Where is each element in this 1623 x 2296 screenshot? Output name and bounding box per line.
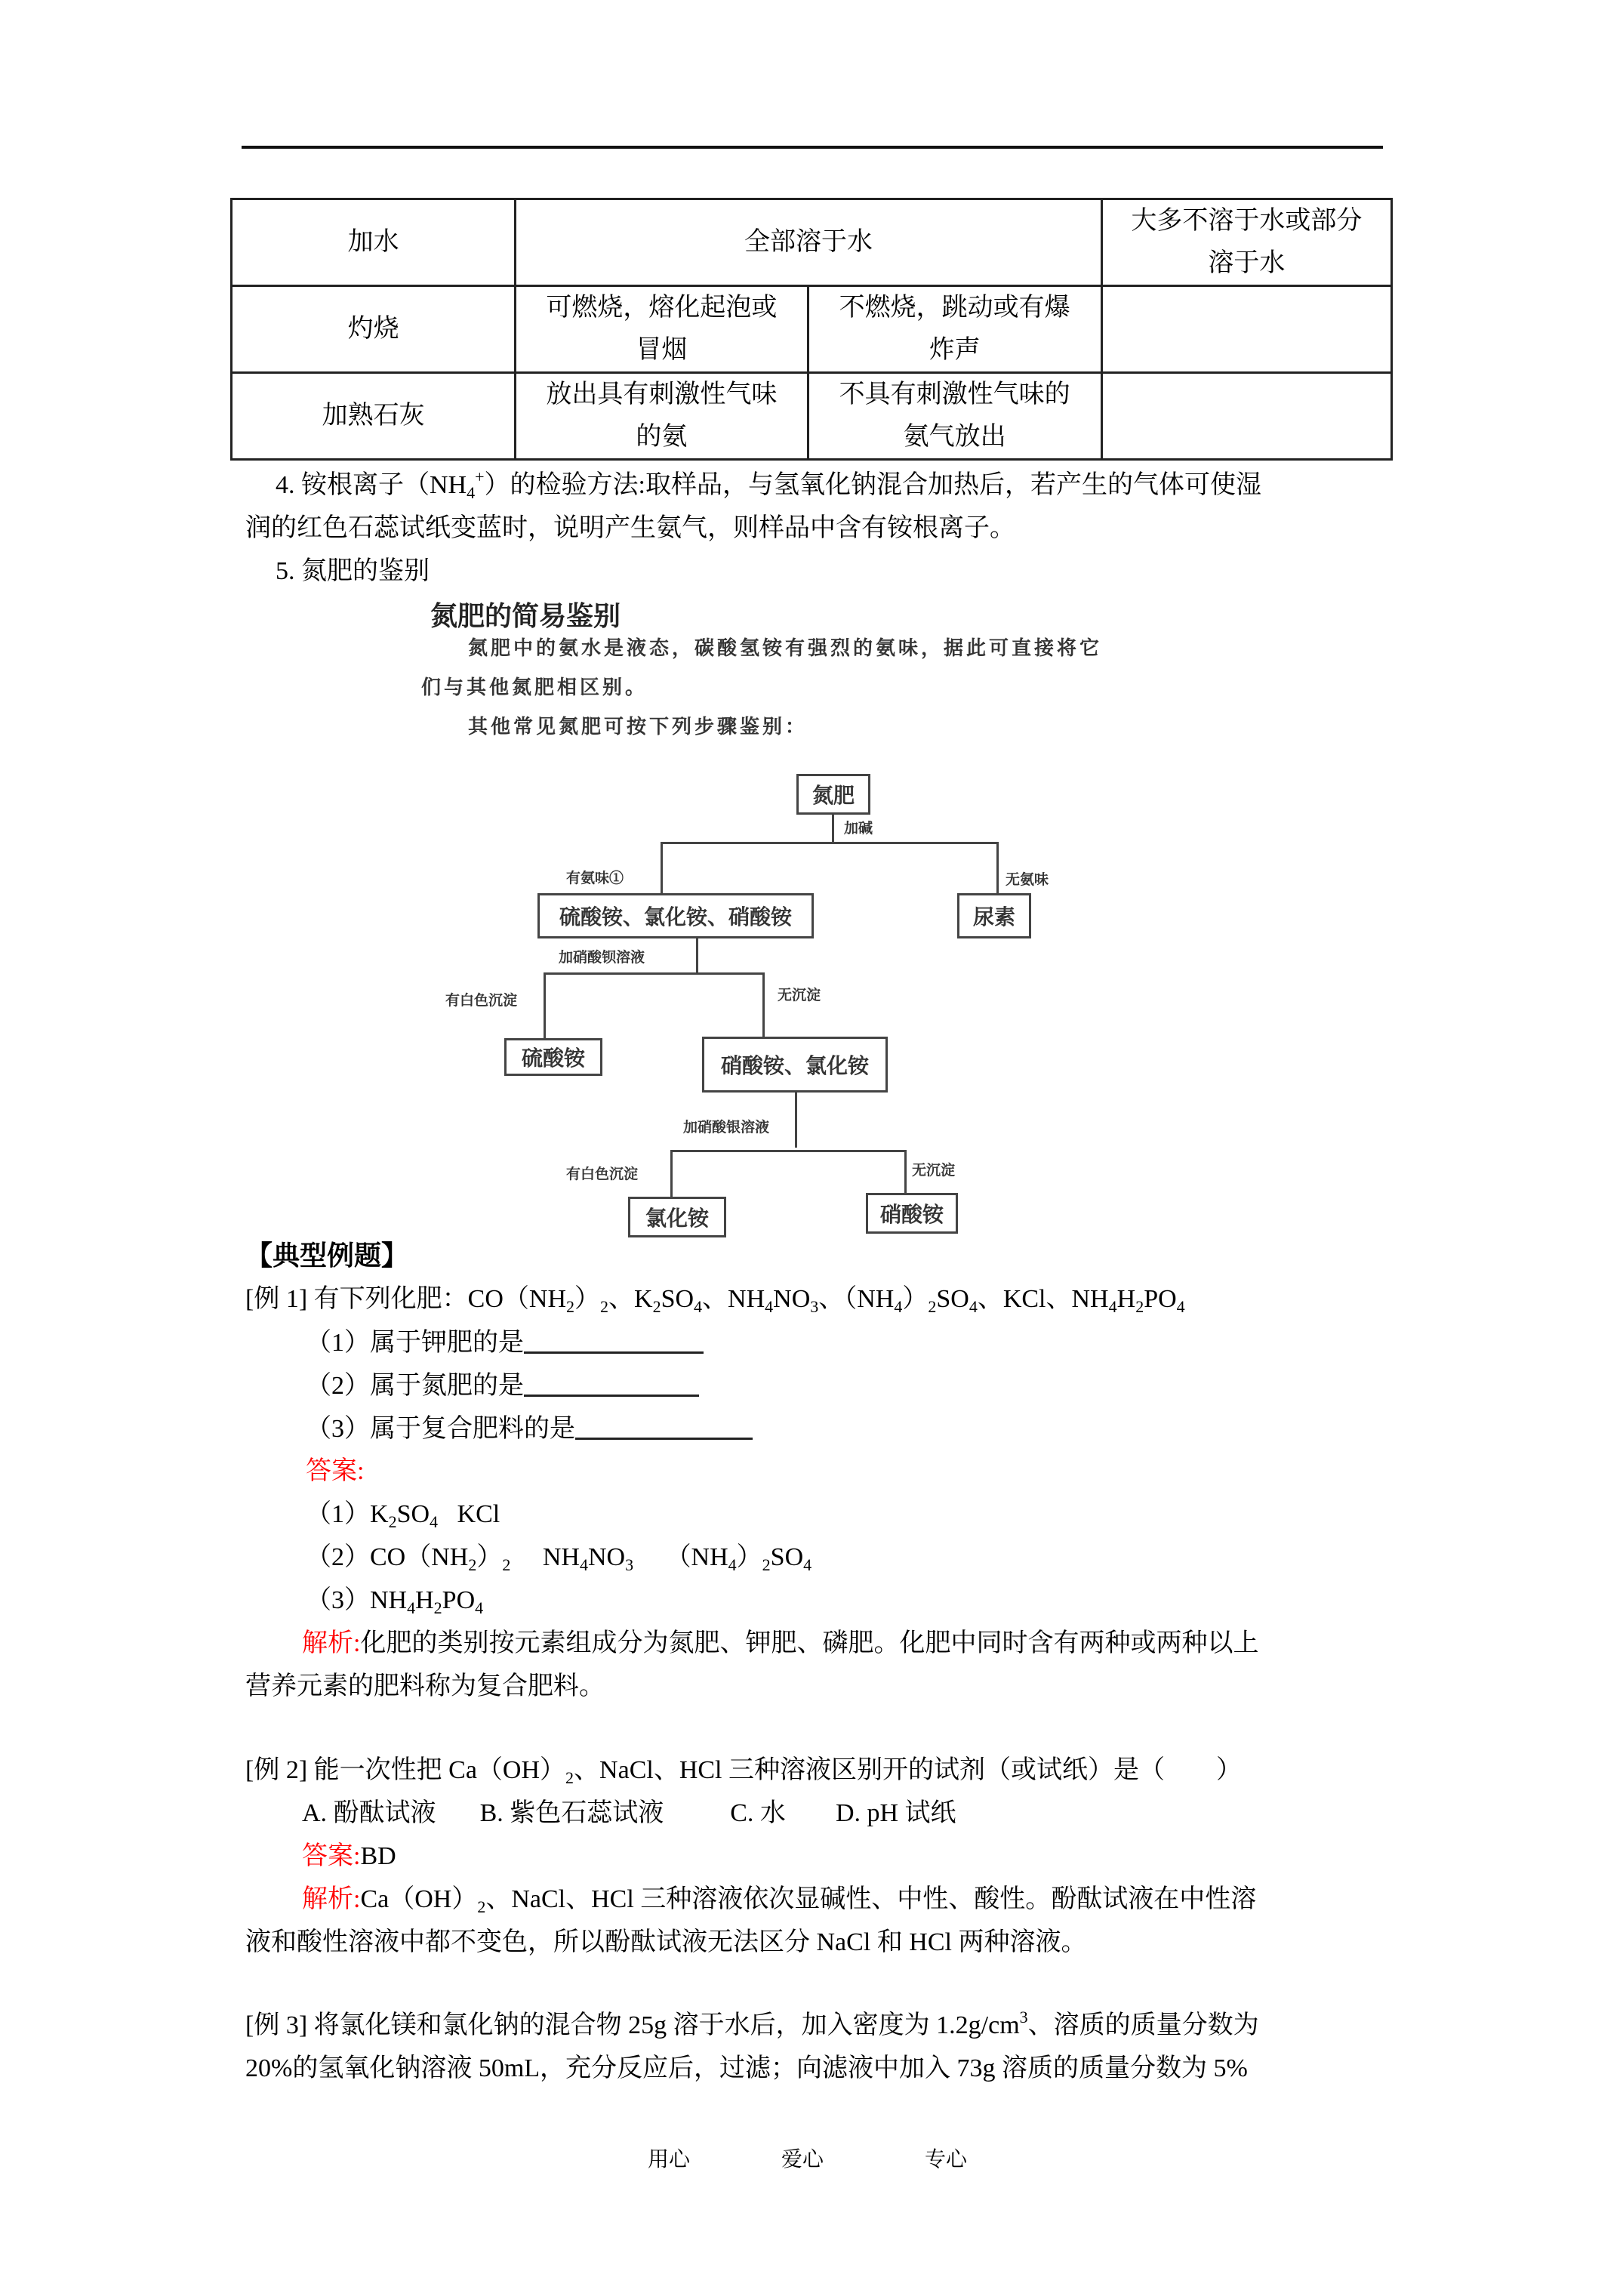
example1-sub2: （2）属于氮肥的是 [306, 1364, 699, 1407]
flow-connector [661, 842, 663, 895]
figure-paragraph: 氮肥中的氨水是液态，碳酸氢铵有强烈的氨味，据此可直接将它 [468, 637, 1103, 660]
flow-label-add-silver-nitrate: 加硝酸银溶液 [683, 1119, 770, 1136]
flow-box-nitrogen-fertilizer: 氮肥 [796, 774, 870, 815]
table-cell: 放出具有刺激性气味 的氨 [516, 373, 808, 460]
example1-answer1: $(1)K_2SO_4$ KCl [306, 1500, 500, 1531]
fertilizer-properties-table [230, 198, 1393, 461]
flow-connector [544, 972, 546, 1040]
table-cell: 不燃烧，跳动或有爆 炸声 [808, 286, 1101, 373]
table-cell [1101, 373, 1391, 460]
option-c: C. 水 [730, 1799, 786, 1827]
table-cell: 大多不溶于水或部分 溶于水 [1101, 199, 1391, 286]
example1-sub1: （1）属于钾肥的是 [306, 1321, 704, 1364]
answer-blank [524, 1321, 704, 1354]
table-cell: 可燃烧，熔化起泡或 冒烟 [516, 286, 808, 373]
flow-connector [904, 1150, 907, 1195]
example2-question: [例 2] 能一次性把 $Ca(OH)_2$、NaCl、HCl 三种溶液区别开的试剂（或试纸）是（ ） [245, 1756, 1242, 1787]
flow-connector [661, 842, 998, 844]
row-label: 加熟石灰 [232, 373, 516, 460]
example2-analysis-line1: 解析$:Ca(OH)_2$、NaCl、HCl 三种溶液依次显碱性、中性、酸性。酚酞试液在中性溶 [302, 1885, 1257, 1916]
table-row [232, 199, 1392, 286]
item4-line2: 润的红色石蕊试纸变蓝时，说明产生氨气，则样品中含有铵根离子。 [245, 514, 1015, 542]
example2-answer: 答案:BD [302, 1842, 396, 1870]
example1-answer3: $(3)NH_4H_2PO_4$ [306, 1586, 484, 1617]
item5-heading: 5. 氮肥的鉴别 [276, 557, 430, 585]
item4-line1: 4. 铵根离子$(NH_4^+)$的检验方法:取样品，与氢氧化钠混合加热后，若产生的气体可使湿 [276, 467, 1261, 502]
figure-title: 氮肥的简易鉴别 [430, 601, 621, 632]
flow-label-white-precipitate: 有白色沉淀 [566, 1166, 639, 1182]
footer-text: 用心 [648, 2147, 691, 2171]
flow-box-ammonium-sulfate: 硫酸铵 [504, 1038, 602, 1076]
table-cell [1101, 286, 1391, 373]
flow-connector [996, 842, 999, 895]
option-a: A. 酚酞试液 [302, 1799, 436, 1827]
option-d: D. pH 试纸 [835, 1799, 956, 1827]
flow-label-add-barium-nitrate: 加硝酸钡溶液 [559, 949, 645, 966]
example1-question: [例 1] 有下列化肥：$CO(NH_2)_2$、$K_2SO_4$、$NH_4NO_3$、$(NH_4)_2SO_4$、KCl、$NH_4H_2PO_4$ [245, 1285, 1185, 1316]
row-label: 加水 [232, 199, 516, 286]
flow-connector [696, 936, 698, 974]
flow-connector [762, 972, 765, 1037]
flow-connector [670, 1150, 906, 1152]
example2-analysis-line2: 液和酸性溶液中都不变色，所以酚酞试液无法区分 NaCl 和 HCl 两种溶液。 [245, 1928, 1087, 1956]
table-row [232, 286, 1392, 373]
flow-connector [670, 1150, 673, 1199]
example2-options [302, 1792, 956, 1835]
option-b: B. 紫色石蕊试液 [479, 1799, 664, 1827]
row-label: 灼烧 [232, 286, 516, 373]
footer-text: 专心 [925, 2147, 968, 2171]
flow-label-no-precipitate: 无沉淀 [912, 1162, 956, 1179]
answer-blank [575, 1407, 753, 1440]
nitrogen-fertilizer-identification-figure [408, 581, 1223, 1231]
flow-box-nitrate-chloride: 硝酸铵、氯化铵 [702, 1037, 888, 1093]
flow-connector [795, 1091, 797, 1148]
flow-box-ammonium-nitrate: 硝酸铵 [866, 1193, 958, 1234]
table-row [232, 373, 1392, 460]
example3-line1: [例 3] 将氯化镁和氯化钠的混合物 25g 溶于水后，加入密度为 $1.2g/cm^3$、溶质的质量分数为 [245, 2008, 1259, 2039]
table-cell: 全部溶于水 [516, 199, 1102, 286]
flow-box-urea: 尿素 [957, 893, 1031, 938]
figure-paragraph: 其他常见氮肥可按下列步骤鉴别： [468, 716, 808, 738]
flow-label-add-base: 加碱 [844, 820, 873, 837]
flow-label-ammonia-smell: 有氨味① [566, 870, 624, 886]
section-heading-typical-examples: 【典型例题】 [245, 1240, 409, 1271]
flow-label-white-precipitate: 有白色沉淀 [445, 992, 518, 1009]
header-rule [242, 146, 1383, 149]
flow-connector [832, 812, 834, 843]
answer-blank [524, 1364, 699, 1397]
flow-label-no-precipitate: 无沉淀 [778, 987, 821, 1003]
example1-analysis-line2: 营养元素的肥料称为复合肥料。 [245, 1672, 605, 1700]
footer-text: 爱心 [781, 2147, 824, 2171]
example3-line2: 20%的氢氧化钠溶液 50mL，充分反应后，过滤；向滤液中加入 73g 溶质的质量分数为 5% [245, 2054, 1248, 2082]
example1-analysis-line1: 解析:化肥的类别按元素组成分为氮肥、钾肥、磷肥。化肥中同时含有两种或两种以上 [302, 1629, 1259, 1657]
flow-connector [544, 972, 764, 975]
example1-answer-label: 答案: [306, 1457, 365, 1485]
table-cell: 不具有刺激性气味的 氨气放出 [808, 373, 1101, 460]
example1-sub3: （3）属于复合肥料的是 [306, 1407, 753, 1450]
flow-box-ammonium-chloride: 氯化铵 [628, 1197, 726, 1237]
example1-answer2: $(2)CO(NH_2)_2$ $NH_4NO_3$ $(NH_4)_2SO_4$ [306, 1543, 812, 1574]
flow-label-no-ammonia-smell: 无氨味 [1006, 871, 1049, 888]
figure-paragraph: 们与其他氮肥相区别。 [421, 676, 648, 699]
flow-box-three-ammonium-salts: 硫酸铵、氯化铵、硝酸铵 [537, 893, 814, 938]
